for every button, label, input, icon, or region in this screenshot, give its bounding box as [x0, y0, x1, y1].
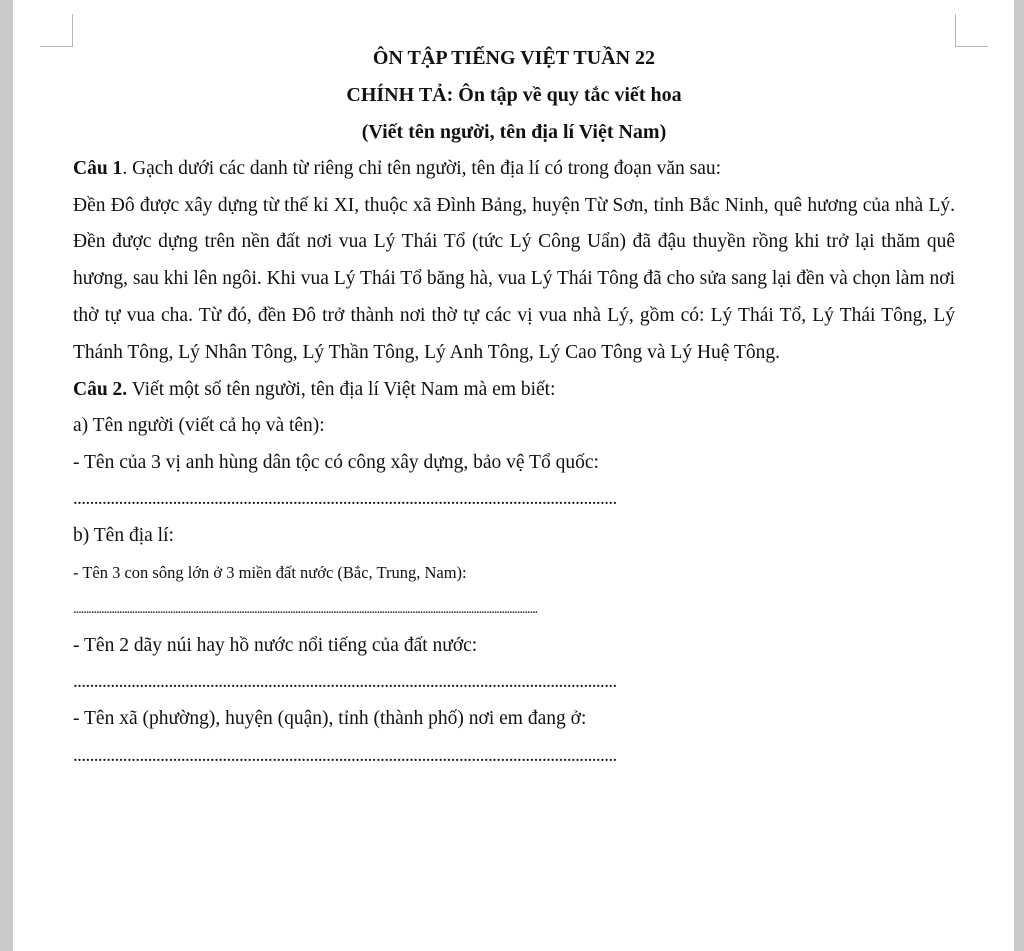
answer-line-home-address[interactable]: ...................................................................................................................................: [73, 744, 617, 766]
answer-line-heroes[interactable]: ...................................................................................................................................: [73, 488, 617, 510]
question-1: [73, 151, 955, 188]
page-title: ÔN TẬP TIẾNG VIỆT TUẦN 22: [372, 47, 656, 69]
item-home-address: - Tên xã (phường), huyện (quận), tỉnh (thành phố) nơi em đang ở:: [73, 707, 587, 729]
answer-line-rivers[interactable]: ......................................................................................................................................................................................: [73, 601, 538, 618]
item-mountains-lakes: - Tên 2 dãy núi hay hồ nước nổi tiếng của đất nước:: [73, 634, 478, 656]
section-subtitle: CHÍNH TẢ: Ôn tập về quy tắc viết hoa: [346, 84, 682, 106]
question-1-passage: Đền Đô được xây dựng từ thế kỉ XI, thuộc xã Đình Bảng, huyện Từ Sơn, tỉnh Bắc Ninh, quê hương của nhà Lý. Đền được dựng trên nền đất nơi vua Lý Thái Tổ (tức Lý Công Uẩn) đã đậu thuyền rồng khi trở lại thăm quê hương, sau khi lên ngôi. Khi vua Lý Thái Tổ băng hà, vua Lý Thái Tông đã cho sửa sang lại đền và chọn làm nơi thờ tự vua cha. Từ đó, đền Đô trở thành nơi thờ tự các vị vua nhà Lý, gồm có: Lý Thái Tổ, Lý Thái Tông, Lý Thánh Tông, Lý Nhân Tông, Lý Thần Tông, Lý Anh Tông, Lý Cao Tông và Lý Huệ Tông.: [73, 194, 955, 363]
crop-mark-top-left: [40, 14, 73, 47]
item-rivers: - Tên 3 con sông lớn ở 3 miền đất nước (Bắc, Trung, Nam):: [73, 562, 467, 582]
document-page: [13, 0, 1014, 951]
question-2: [73, 372, 955, 409]
question-1-label: Câu 1: [73, 158, 123, 179]
crop-mark-top-right: [955, 14, 988, 47]
item-heroes: - Tên của 3 vị anh hùng dân tộc có công xây dựng, bảo vệ Tổ quốc:: [73, 451, 599, 473]
question-1-prompt: . Gạch dưới các danh từ riêng chỉ tên người, tên địa lí có trong đoạn văn sau:: [122, 158, 722, 179]
question-2-prompt: Viết một số tên người, tên địa lí Việt Nam mà em biết:: [127, 378, 556, 400]
part-b-heading: b) Tên địa lí:: [73, 524, 174, 546]
question-2-label: Câu 2.: [73, 378, 128, 400]
section-subsubtitle: (Viết tên người, tên địa lí Việt Nam): [361, 121, 667, 143]
answer-line-mountains-lakes[interactable]: ...................................................................................................................................: [73, 671, 617, 693]
part-a-heading: a) Tên người (viết cả họ và tên):: [73, 415, 325, 437]
document-body: [73, 40, 955, 774]
